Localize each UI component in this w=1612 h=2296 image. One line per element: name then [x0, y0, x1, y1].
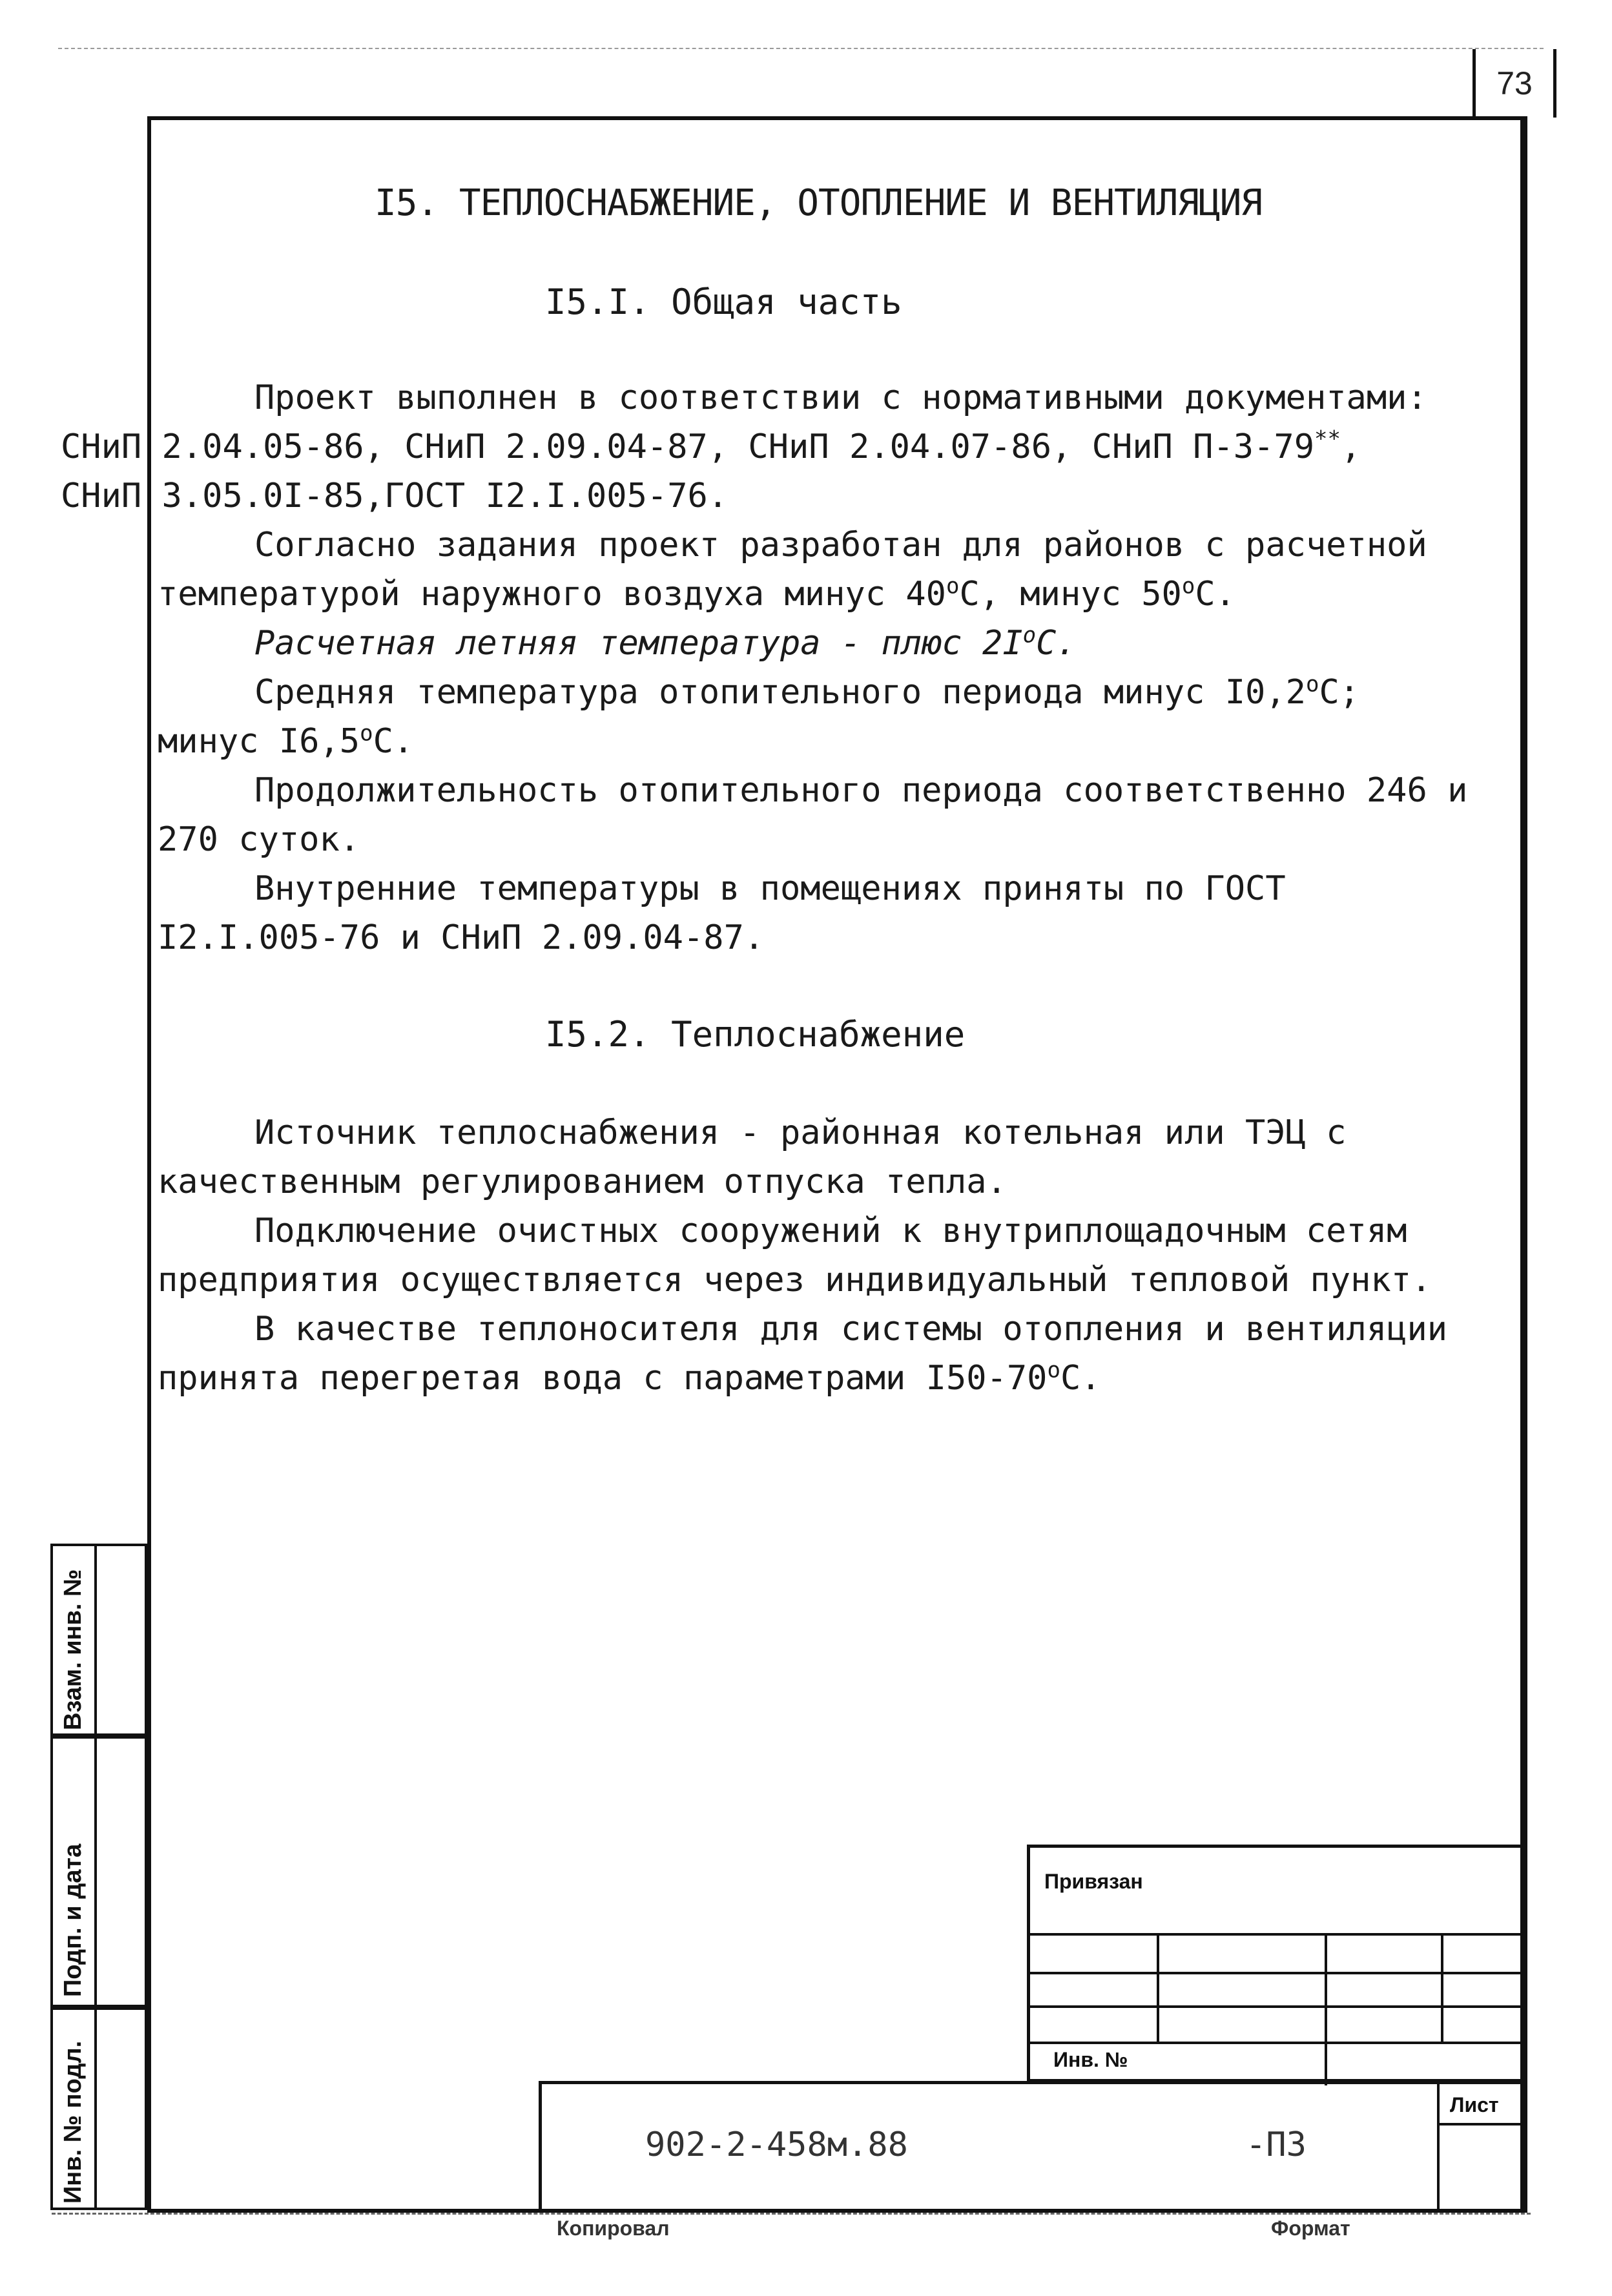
para-design-temp: Согласно задания проект разработан для районов с расчетной температурой наружного воздуха минус 40$^o$С, минус 50$^o$С. [158, 526, 1427, 614]
stamp-row-line [1030, 2042, 1527, 2044]
kopiroval-label: Копировал [557, 2217, 670, 2240]
doc-code: 902-2-458м.88 [645, 2125, 908, 2164]
right-frame-line [1524, 116, 1527, 2213]
section1-body [61, 373, 1469, 962]
side-cell-inv [50, 2007, 97, 2210]
section1-heading: I5.I. Общая часть [545, 282, 902, 322]
page-title: I5. ТЕПЛОСНАБЖЕНИЕ, ОТОПЛЕНИЕ И ВЕНТИЛЯЦИЯ [375, 182, 1263, 224]
para-heat-source: Источник теплоснабжения - районная котельная или ТЭЦ с качественным регулированием отпуска тепла. [158, 1113, 1347, 1201]
stamp-col-line [1157, 1933, 1159, 2042]
list-col-line [1437, 2084, 1440, 2213]
list-label: Лист [1450, 2093, 1499, 2116]
doc-code-block [539, 2081, 1524, 2213]
doc-suffix: -ПЗ [1246, 2125, 1307, 2164]
page-number-box [1472, 49, 1556, 118]
stamp-col-line [1441, 1933, 1443, 2042]
top-dashed-line [58, 48, 1544, 49]
stamp-row-line [1030, 1972, 1527, 1974]
para-coolant: В качестве теплоносителя для системы отопления и вентиляции принята перегретая вода с параметрами I50-70$^o$С. [158, 1310, 1448, 1398]
format-label: Формат [1271, 2217, 1350, 2240]
stamp-row-line [1030, 1933, 1527, 1936]
stamp-row-line [1030, 2005, 1527, 2008]
section2-body [158, 1108, 1469, 1403]
side-label-podp: Подп. и дата [59, 1843, 87, 1997]
para-internal-temp: Внутренние температуры в помещениях приняты по ГОСТ I2.I.005-76 и СНиП 2.09.04-87. [158, 869, 1286, 957]
stamp-privyazan: Привязан [1044, 1870, 1143, 1893]
side-cell-podp [50, 1736, 97, 2007]
side-label-inv: Инв. № подл. [59, 2040, 87, 2204]
side-cell-inv-value [97, 2007, 147, 2210]
side-cell-podp-value [97, 1736, 147, 2007]
stamp-block [1027, 1845, 1524, 2082]
para-avg-temp: Средняя температура отопительного периода минус I0,2$^o$С; минус I6,5$^o$С. [158, 671, 1360, 761]
para-summer-temp: Расчетная летняя температура - плюс $2I^oС$. [254, 622, 1077, 663]
page-number: 73 [1496, 65, 1533, 101]
para-duration: Продолжительность отопительного периода соответственно 246 и 270 суток. [158, 771, 1468, 859]
list-row-line [1437, 2123, 1527, 2125]
side-cell-vzam [50, 1544, 97, 1736]
side-cell-vzam-value [97, 1544, 147, 1736]
side-label-vzam: Взам. инв. № [59, 1569, 87, 1730]
para-connection: Подключение очистных сооружений к внутриплощадочным сетям предприятия осуществляется через индивидуальный тепловой пункт. [158, 1212, 1432, 1299]
section2-heading: I5.2. Теплоснабжение [545, 1014, 966, 1055]
stamp-col-line [1325, 1933, 1327, 2085]
para-norms: Проект выполнен в соответствии с нормативными документами: СНиП 2.04.05-86, СНиП 2.09.04-87, СНиП 2.04.07-86, СНиП П-3-79**, СНиП 3.05.0I-85,ГОСТ I2.I.005-76. [61, 378, 1427, 515]
bottom-dashed-line [52, 2213, 1531, 2215]
stamp-inv-no: Инв. № [1053, 2048, 1128, 2071]
